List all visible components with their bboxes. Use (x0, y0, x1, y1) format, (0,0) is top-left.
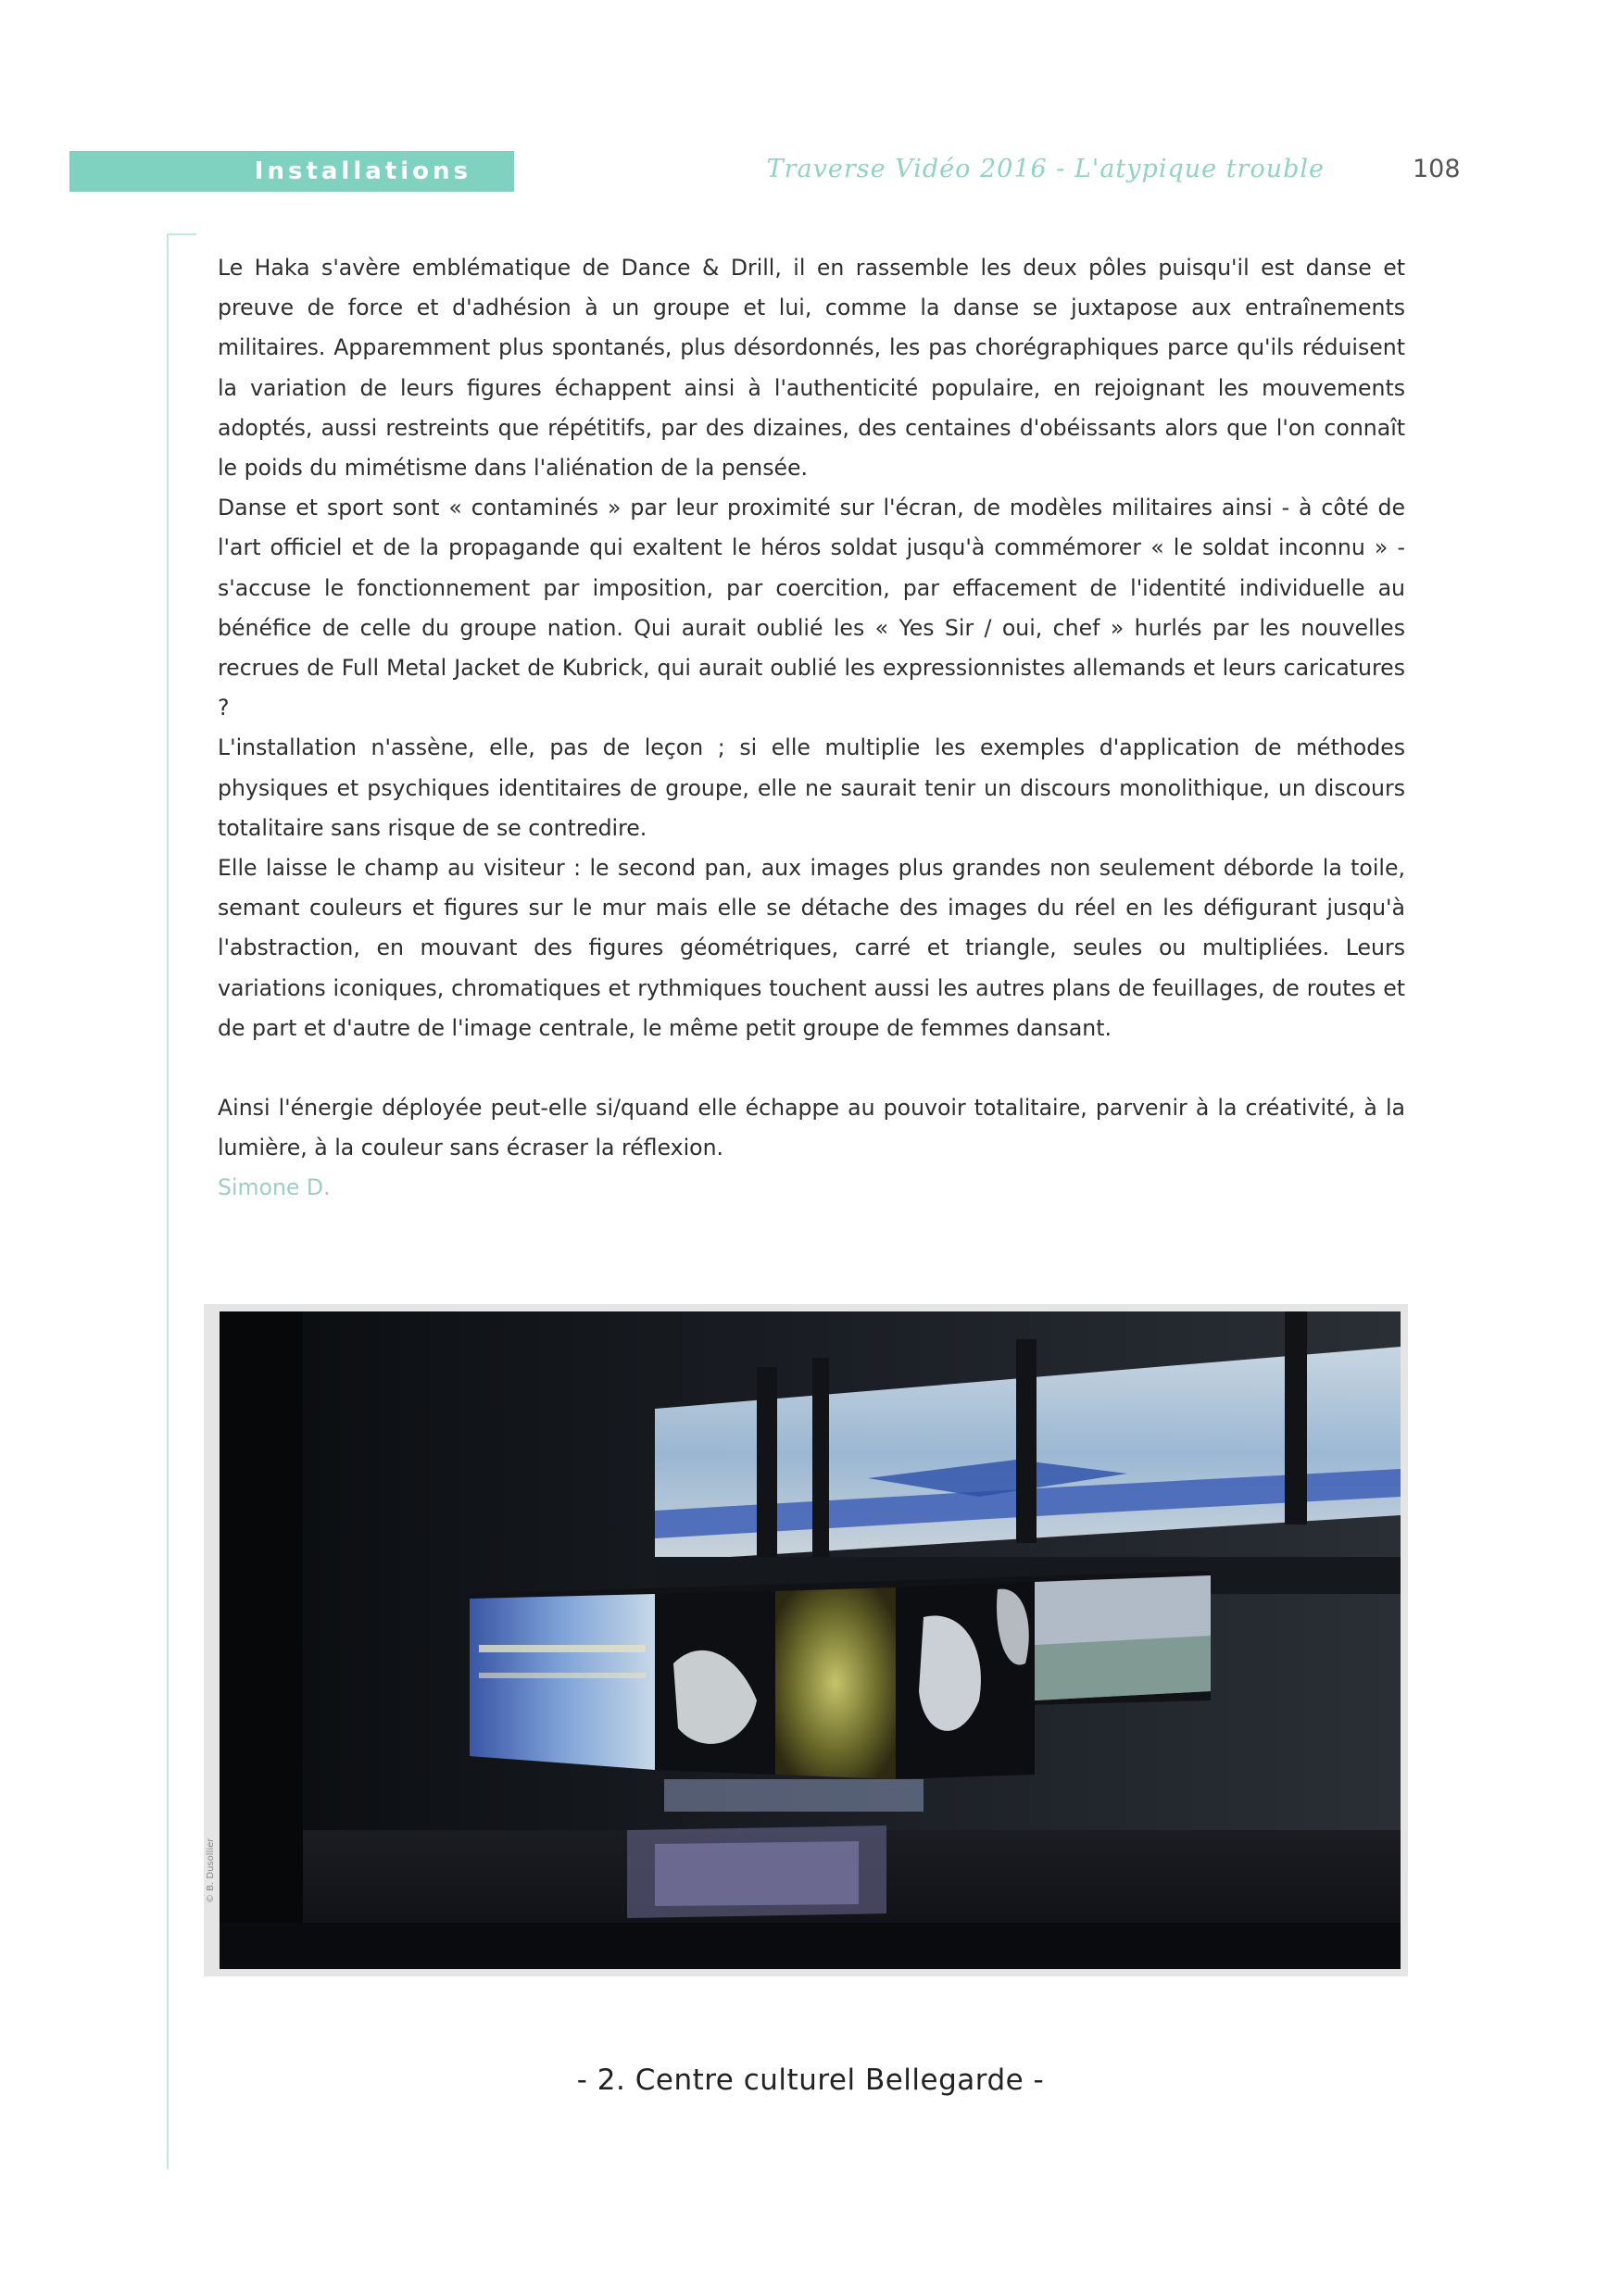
photo-frame (204, 1304, 1408, 1976)
running-title: Traverse Vidéo 2016 - L'atypique trouble (766, 155, 1325, 183)
author-signature: Simone D. (218, 1174, 331, 1201)
paragraph: Le Haka s'avère emblématique de Dance & Drill, il en rassemble les deux pôles puisqu'il est danse et preuve de force et d'adhésion à un groupe et lui, comme la danse se juxtapose aux entraînements militaires. Apparemment plus spontanés, plus désordonnés, les pas chorégraphiques parce qu'ils réduisent la variation de leurs figures échappent ainsi à l'authenticité populaire, en rejoignant les mouvements adoptés, aussi restreints que répétitifs, par des dizaines, des centaines d'obéissants alors que l'on connaît le poids du mimétisme dans l'aliénation de la pensée. (218, 255, 1405, 482)
article-body (218, 248, 1405, 1209)
margin-rule-tick (167, 233, 196, 235)
paragraph: Elle laisse le champ au visiteur : le second pan, aux images plus grandes non seulement déborde la toile, semant couleurs et figures sur le mur mais elle se détache des images du réel en les défigurant jusqu'à l'abstraction, en mouvant des figures géométriques, carré et triangle, seules ou multipliées. Leurs variations iconiques, chromatiques et rythmiques touchent aussi les autres plans de feuillages, de routes et de part et d'autre de l'image centrale, le même petit groupe de femmes dansant. (218, 855, 1405, 1041)
paragraph: L'installation n'assène, elle, pas de leçon ; si elle multiplie les exemples d'application de méthodes physiques et psychiques identitaires de groupe, elle ne saurait tenir un discours monolithique, un discours totalitaire sans risque de se contredire. (218, 734, 1405, 841)
section-tab (69, 151, 514, 192)
photo-credit: © B. Dusollier (206, 1838, 216, 1903)
page-number: 108 (1413, 155, 1461, 183)
section-label: Installations (254, 157, 471, 185)
installation-photo (220, 1311, 1401, 1969)
margin-rule (167, 233, 169, 2169)
paragraph: Ainsi l'énergie déployée peut-elle si/quand elle échappe au pouvoir totalitaire, parvenir à la créativité, à la lumière, à la couleur sans écraser la réflexion. (218, 1095, 1405, 1161)
figure-caption: - 2. Centre culturel Bellegarde - (576, 2064, 1045, 2097)
paragraph-spacer (218, 1048, 1405, 1088)
paragraph: Danse et sport sont « contaminés » par leur proximité sur l'écran, de modèles militaires ainsi - à côté de l'art officiel et de la propagande qui exaltent le héros soldat jusqu'à commémorer « le soldat inconnu » - s'accuse le fonctionnement par imposition, par coercition, par effacement de l'identité individuelle au bénéfice de celle du groupe nation. Qui aurait oublié les « Yes Sir / oui, chef » hurlés par les nouvelles recrues de Full Metal Jacket de Kubrick, qui aurait oublié les expressionnistes allemands et leurs caricatures ? (218, 495, 1405, 721)
